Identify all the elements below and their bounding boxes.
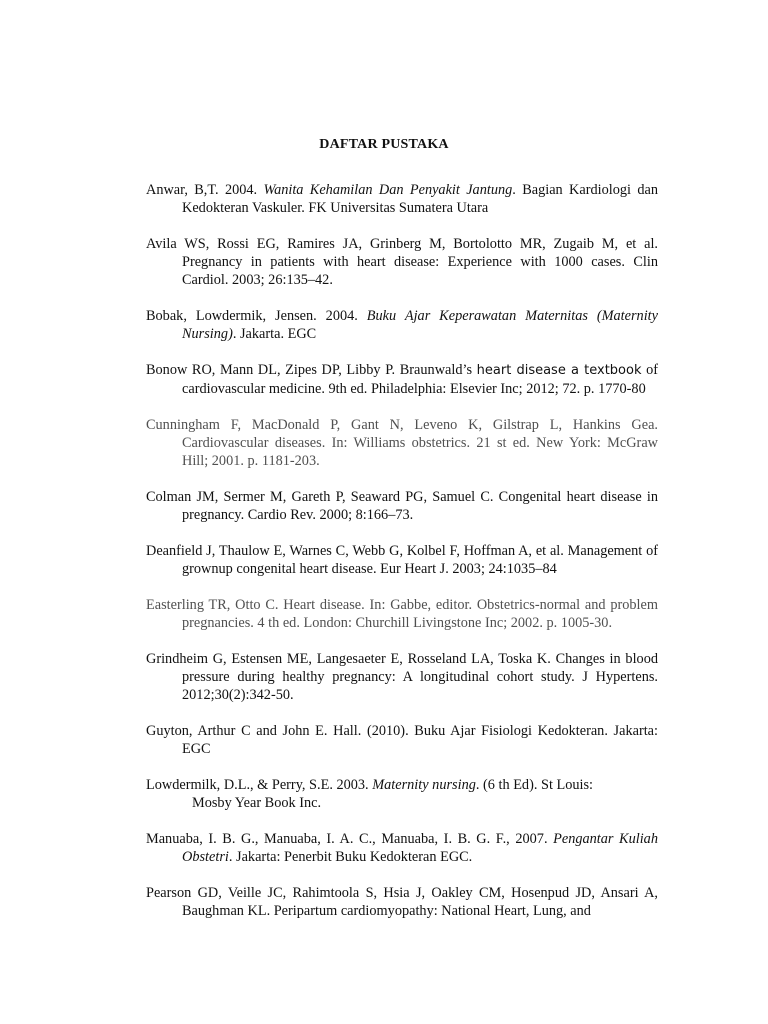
reference-guyton <box>146 722 658 758</box>
page-title: DAFTAR PUSTAKA <box>319 137 449 152</box>
reference-text: Manuaba, I. B. G., Manuaba, I. A. C., Manuaba, I. B. G. F., 2007. <box>146 831 554 847</box>
reference-grindheim <box>146 650 658 704</box>
reference-text: . Jakarta. EGC <box>232 326 317 342</box>
reference-bonow <box>146 361 658 398</box>
reference-text: Easterling TR, Otto C. Heart disease. In: Gabbe, editor. Obstetrics-normal and problem pregnancies. 4 th ed. London: Churchill Livingstone Inc; 2002. p. 1005-30. <box>146 597 658 631</box>
reference-text: Deanfield J, Thaulow E, Warnes C, Webb G, Kolbel F, Hoffman A, et al. Management of grownup congenital heart disease. Eur Heart J. 2003; 24:1035–84 <box>146 543 658 577</box>
reference-colman <box>146 488 658 524</box>
reference-text: Guyton, Arthur C and John E. Hall. (2010). Buku Ajar Fisiologi Kedokteran. Jakarta: EGC <box>146 723 658 757</box>
reference-anwar <box>146 181 658 217</box>
reference-text: Cunningham F, MacDonald P, Gant N, Leveno K, Gilstrap L, Hankins Gea. Cardiovascular diseases. In: Williams obstetrics. 21 st ed. New York: McGraw Hill; 2001. p. 1181-203. <box>146 417 658 469</box>
reference-text: Colman JM, Sermer M, Gareth P, Seaward PG, Samuel C. Congenital heart disease in pregnancy. Cardio Rev. 2000; 8:166–73. <box>146 489 658 523</box>
reference-lowdermilk <box>146 776 658 812</box>
reference-title-italic: Maternity nursing <box>372 777 476 793</box>
reference-text: Lowdermilk, D.L., & Perry, S.E. 2003. <box>146 777 373 793</box>
reference-title-italic: Pengantar Kuliah Obstetri <box>182 831 658 865</box>
reference-text: Anwar, B,T. 2004. <box>146 182 264 198</box>
reference-easterling <box>146 596 658 632</box>
reference-text: Grindheim G, Estensen ME, Langesaeter E, Rosseland LA, Toska K. Changes in blood pressure during healthy pregnancy: A longitudinal cohort study. J Hypertens. 2012;30(2):342-50. <box>146 651 658 703</box>
reference-text: . Bagian Kardiologi dan Kedokteran Vaskuler. FK Universitas Sumatera Utara <box>182 182 658 216</box>
reference-text: Bobak, Lowdermik, Jensen. 2004. <box>146 308 367 324</box>
reference-manuaba <box>146 830 658 866</box>
reference-pearson <box>146 884 658 920</box>
reference-text: . Jakarta: Penerbit Buku Kedokteran EGC. <box>228 849 473 865</box>
reference-text-sans: heart disease a textbook <box>476 363 642 378</box>
reference-text: . (6 th Ed). St Louis: <box>475 777 594 793</box>
reference-title-italic: Buku Ajar Keperawatan Maternitas (Maternity Nursing) <box>182 308 658 342</box>
reference-title-italic: Wanita Kehamilan Dan Penyakit Jantung <box>263 182 513 198</box>
reference-deanfield <box>146 542 658 578</box>
reference-bobak <box>146 307 658 343</box>
reference-text: Mosby Year Book Inc. <box>192 795 322 811</box>
reference-text: Avila WS, Rossi EG, Ramires JA, Grinberg M, Bortolotto MR, Zugaib M, et al. Pregnancy in patients with heart disease: Experience with 1000 cases. Clin Cardiol. 2003; 26:135–42. <box>146 236 658 288</box>
reference-avila <box>146 235 658 289</box>
reference-cunningham <box>146 416 658 470</box>
reference-list <box>146 181 658 938</box>
reference-text: Pearson GD, Veille JC, Rahimtoola S, Hsia J, Oakley CM, Hosenpud JD, Ansari A, Baughman KL. Peripartum cardiomyopathy: National Heart, Lung, and <box>146 885 658 919</box>
reference-text: of cardiovascular medicine. 9th ed. Philadelphia: Elsevier Inc; 2012; 72. p. 1770-80 <box>182 362 659 397</box>
reference-text: Bonow RO, Mann DL, Zipes DP, Libby P. Braunwald’s <box>146 362 477 378</box>
